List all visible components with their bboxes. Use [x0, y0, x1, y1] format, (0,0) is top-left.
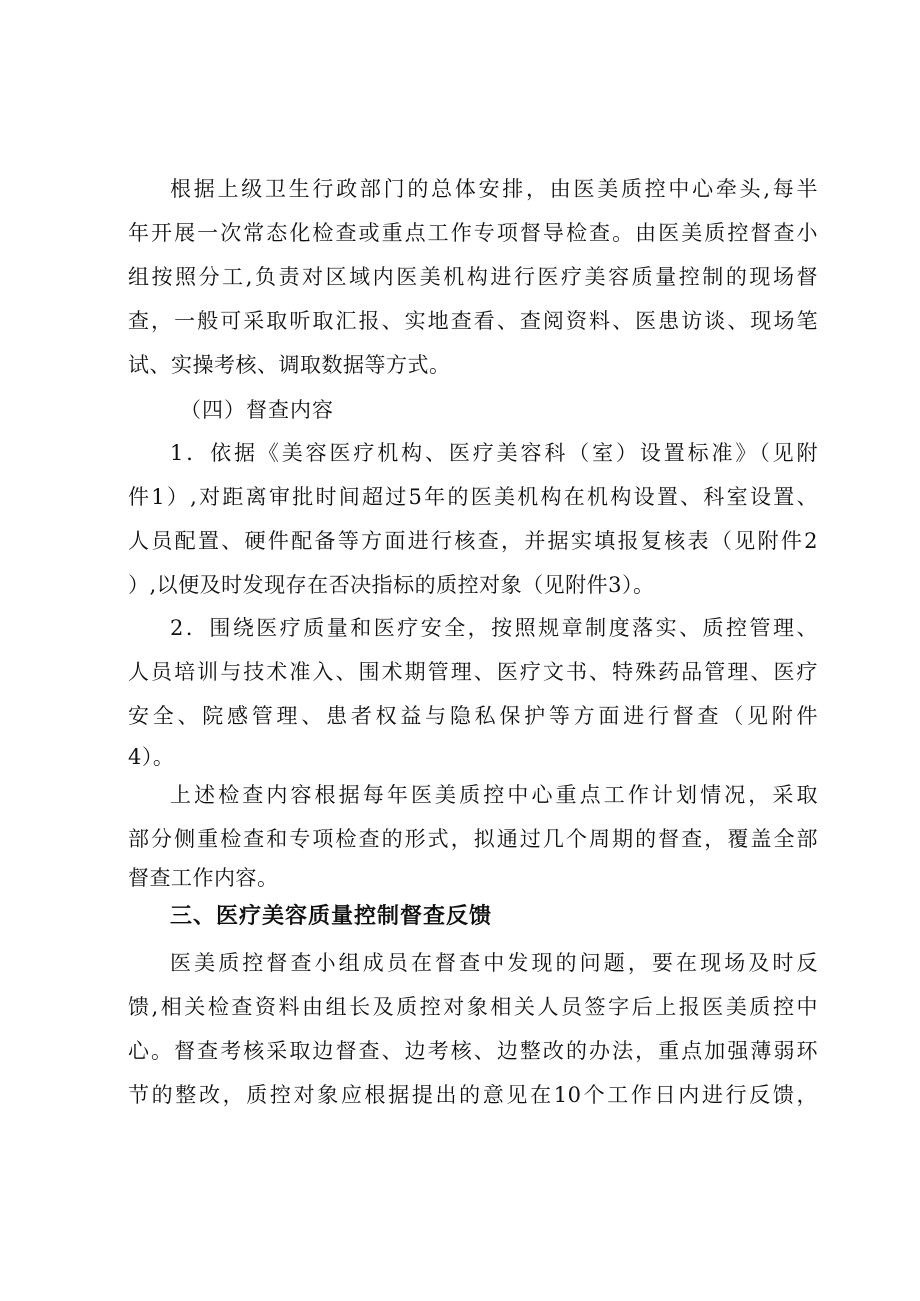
paragraph-line: 节的整改，质控对象应根据提出的意见在10个工作日内进行反馈， [128, 1083, 818, 1107]
list-item-line: 2．围绕医疗质量和医疗安全，按照规章制度落实、质控管理、 [170, 616, 818, 640]
list-item-line: 安全、院感管理、患者权益与隐私保护等方面进行督查（见附件 [128, 704, 818, 728]
paragraph-line: 心。督查考核采取边督查、边考核、边整改的办法，重点加强薄弱环 [128, 1039, 818, 1063]
section-subtitle: （四）督查内容 [180, 398, 334, 422]
list-item-line: 件1）,对距离审批时间超过5年的医美机构在机构设置、科室设置、 [128, 485, 818, 509]
list-item-line: 4）。 [128, 745, 175, 769]
paragraph-line: 部分侧重检查和专项检查的形式，拟通过几个周期的督查，覆盖全部 [128, 827, 818, 851]
paragraph-line: 查，一般可采取听取汇报、实地查看、查阅资料、医患访谈、现场笔 [128, 309, 818, 333]
paragraph-line: 医美质控督查小组成员在督查中发现的问题，要在现场及时反 [170, 951, 818, 975]
paragraph-line: 根据上级卫生行政部门的总体安排，由医美质控中心牵头,每半 [170, 177, 818, 201]
paragraph-line: 组按照分工,负责对区域内医美机构进行医疗美容质量控制的现场督 [128, 265, 818, 289]
list-item-line: 1．依据《美容医疗机构、医疗美容科（室）设置标准》（见附 [170, 441, 818, 465]
list-item-line: ）,以便及时发现存在否决指标的质控对象（见附件3）。 [128, 573, 655, 597]
section-heading: 三、医疗美容质量控制督查反馈 [170, 904, 493, 929]
list-item-line: 人员培训与技术准入、围术期管理、医疗文书、特殊药品管理、医疗 [128, 660, 818, 684]
paragraph-line: 督查工作内容。 [128, 866, 279, 890]
paragraph-line: 上述检查内容根据每年医美质控中心重点工作计划情况，采取 [170, 783, 818, 807]
paragraph-line: 年开展一次常态化检查或重点工作专项督导检查。由医美质控督查小 [128, 221, 818, 245]
list-item-line: 人员配置、硬件配备等方面进行核查，并据实填报复核表（见附件2 [128, 529, 818, 553]
paragraph-line: 馈,相关检查资料由组长及质控对象相关人员签字后上报医美质控中 [128, 995, 818, 1019]
paragraph-line: 试、实操考核、调取数据等方式。 [128, 353, 451, 377]
